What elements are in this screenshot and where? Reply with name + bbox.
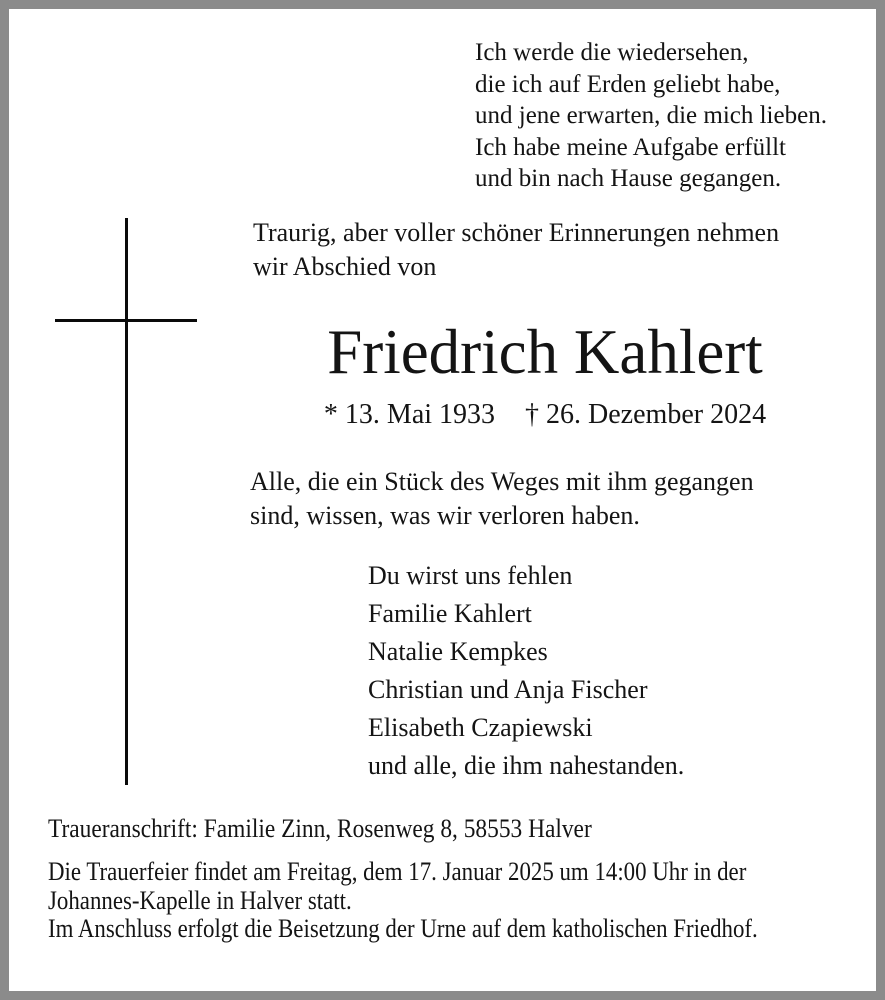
poem-line: und jene erwarten, die mich lieben.: [475, 102, 827, 129]
condolence-address: Traueranschrift: Familie Zinn, Rosenweg 8, 58553 Halver: [48, 814, 592, 843]
funeral-details: [48, 858, 758, 944]
funeral-line: Die Trauerfeier findet am Freitag, dem 17. Januar 2025 um 14:00 Uhr in der: [48, 857, 747, 886]
mourners-line: und alle, die ihm nahestanden.: [368, 751, 685, 780]
mourners-line: Natalie Kempkes: [368, 637, 548, 666]
cross-vertical-bar: [125, 218, 128, 785]
funeral-line: Johannes-Kapelle in Halver statt.: [48, 885, 352, 915]
deceased-block: [250, 317, 840, 432]
poem-line: Ich habe meine Aufgabe erfüllt: [475, 133, 786, 161]
mourners-line: Du wirst uns fehlen: [368, 561, 573, 590]
intro-line: wir Abschied von: [253, 252, 437, 281]
deceased-name: Friedrich Kahlert: [327, 317, 763, 387]
memorial-poem: [475, 37, 827, 195]
mourners-list: [368, 557, 684, 785]
life-dates: [250, 398, 840, 432]
intro-line: Traurig, aber voller schöner Erinnerungen nehmen: [253, 218, 780, 247]
poem-line: die ich auf Erden geliebt habe,: [475, 70, 781, 98]
mourners-line: Familie Kahlert: [368, 599, 532, 628]
tribute-text: [250, 465, 754, 533]
birth-date: * 13. Mai 1933: [323, 399, 496, 430]
cross-horizontal-bar: [55, 319, 197, 322]
poem-line: Ich werde die wiedersehen,: [475, 39, 749, 66]
mourners-line: Elisabeth Czapiewski: [368, 713, 593, 742]
funeral-line: Im Anschluss erfolgt die Beisetzung der Urne auf dem katholischen Friedhof.: [48, 914, 758, 943]
tribute-line: sind, wissen, was wir verloren haben.: [250, 501, 640, 530]
farewell-intro: [253, 216, 779, 284]
poem-line: und bin nach Hause gegangen.: [475, 165, 782, 192]
death-date: † 26. Dezember 2024: [525, 399, 767, 430]
tribute-line: Alle, die ein Stück des Weges mit ihm gegangen: [250, 467, 754, 496]
mourners-line: Christian und Anja Fischer: [368, 675, 648, 704]
